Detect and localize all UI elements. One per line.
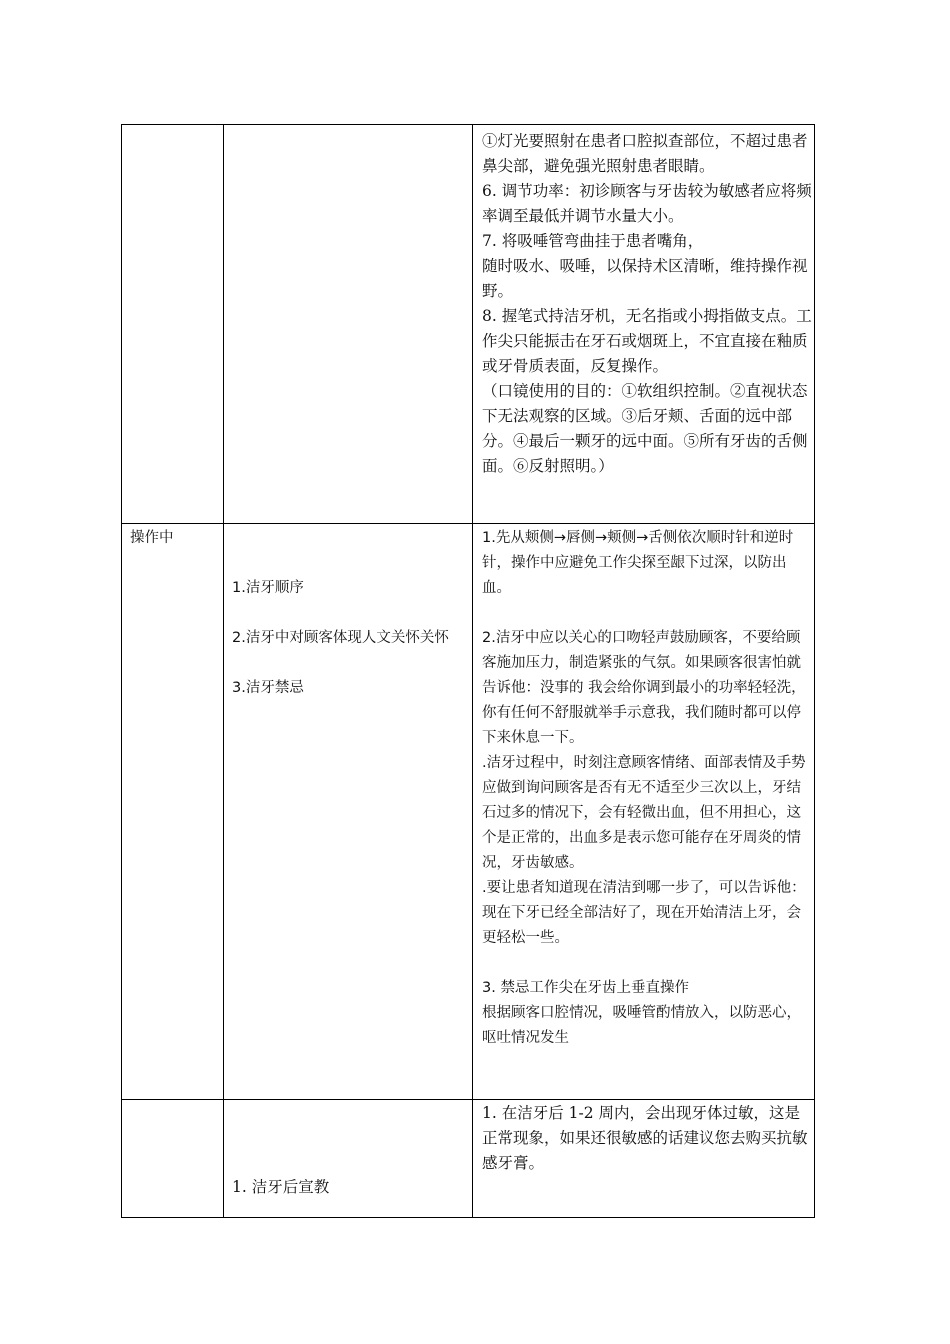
row1-line: 随时吸水、吸唾，以保持术区清晰，维持操作视野。 bbox=[482, 257, 808, 300]
row2-details bbox=[482, 526, 812, 1051]
row-divider bbox=[122, 1099, 814, 1100]
topic-item: 2.洁牙中对顾客体现人文关怀关怀 bbox=[232, 630, 449, 646]
content-table bbox=[121, 124, 815, 1218]
topic-item: 1.洁牙顺序 bbox=[232, 580, 304, 596]
row2-topics bbox=[232, 576, 472, 701]
row1-details bbox=[482, 129, 812, 479]
column-divider bbox=[472, 125, 473, 1217]
row2-line: 2.洁牙中应以关心的口吻轻声鼓励顾客，不要给顾客施加压力，制造紧张的气氛。如果顾客很害怕就告诉他：没事的 我会给你调到最小的功率轻轻洗，你有任何不舒服就举手示意我，我们随时都可以停下来休息一下。 bbox=[482, 630, 806, 746]
row-divider bbox=[122, 523, 814, 524]
row3-topic: 1. 洁牙后宣教 bbox=[232, 1178, 330, 1196]
row1-line: （口镜使用的目的：①软组织控制。②直视状态下无法观察的区域。③后牙颊、舌面的远中部分。④最后一颗牙的远中面。⑤所有牙齿的舌侧面。⑥反射照明。） bbox=[482, 382, 808, 475]
row2-stage-label: 操作中 bbox=[130, 530, 174, 546]
row2-line: .洁牙过程中，时刻注意顾客情绪、面部表情及手势应做到询问顾客是否有无不适至少三次以上，牙结石过多的情况下，会有轻微出血，但不用担心，这个是正常的，出血多是表示您可能存在牙周炎的情况，牙齿敏感。 bbox=[482, 755, 806, 871]
row1-line: 6. 调节功率：初诊顾客与牙齿较为敏感者应将频率调至最低并调节水量大小。 bbox=[482, 182, 812, 225]
row1-line: ①灯光要照射在患者口腔拟查部位，不超过患者鼻尖部，避免强光照射患者眼睛。 bbox=[482, 132, 808, 175]
row2-line: 1.先从颊侧→唇侧→颊侧→舌侧依次顺时针和逆时针，操作中应避免工作尖探至龈下过深，以防出血。 bbox=[482, 530, 794, 596]
row2-line: 根据顾客口腔情况，吸唾管酌情放入，以防恶心，呕吐情况发生 bbox=[482, 1005, 801, 1046]
row1-line: 8. 握笔式持洁牙机，无名指或小拇指做支点。工作尖只能振击在牙石或烟斑上，不宜直接在釉质或牙骨质表面，反复操作。 bbox=[482, 307, 812, 375]
topic-item: 3.洁牙禁忌 bbox=[232, 680, 304, 696]
row2-line: 3. 禁忌工作尖在牙齿上垂直操作 bbox=[482, 980, 689, 996]
column-divider bbox=[223, 125, 224, 1217]
row3-details: 1. 在洁牙后 1-2 周内，会出现牙体过敏，这是正常现象，如果还很敏感的话建议您去购买抗敏感牙膏。 bbox=[482, 1104, 808, 1172]
row1-line: 7. 将吸唾管弯曲挂于患者嘴角， bbox=[482, 232, 704, 250]
row2-line: .要让患者知道现在清洁到哪一步了，可以告诉他：现在下牙已经全部洁好了，现在开始清洁上牙，会更轻松一些。 bbox=[482, 880, 806, 946]
